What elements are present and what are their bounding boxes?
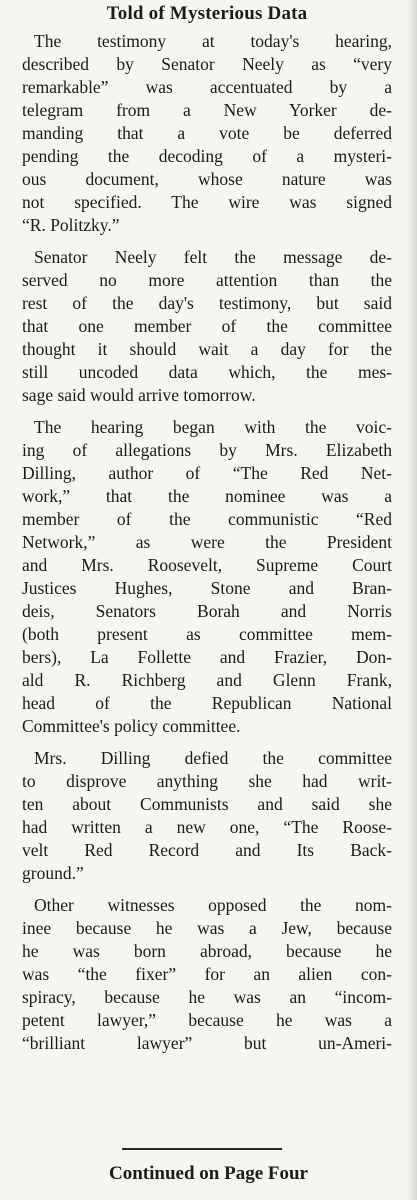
text-line: not specified. The wire was signed <box>22 192 392 212</box>
text-line: ald R. Richberg and Glenn Frank, <box>22 670 392 690</box>
continued-notice: Continued on Page Four <box>109 1163 308 1184</box>
paragraph <box>22 416 392 738</box>
text-line: had written a new one, “The Roose- <box>22 817 392 837</box>
text-line: Dilling, author of “The Red Net- <box>22 463 392 483</box>
paragraph <box>22 30 392 237</box>
text-line: The hearing began with the voic- <box>34 417 392 437</box>
text-line: ous document, whose nature was <box>22 169 392 189</box>
text-line: inee because he was a Jew, because <box>22 918 392 938</box>
text-line: deis, Senators Borah and Norris <box>22 601 392 621</box>
text-line: was “the fixer” for an alien con- <box>22 964 392 984</box>
text-line: and Mrs. Roosevelt, Supreme Court <box>22 555 392 575</box>
text-line: bers), La Follette and Frazier, Don- <box>22 647 392 667</box>
text-line: rest of the day's testimony, but said <box>22 293 392 313</box>
text-line: telegram from a New Yorker de- <box>22 100 392 120</box>
text-line: to disprove anything she had writ- <box>22 771 392 791</box>
text-line: velt Red Record and Its Back- <box>22 840 392 860</box>
text-line: pending the decoding of a mysteri- <box>22 146 392 166</box>
text-line: sage said would arrive tomorrow. <box>22 385 256 405</box>
article-column <box>22 2 392 1064</box>
text-line: Justices Hughes, Stone and Bran- <box>22 578 392 598</box>
text-line: Senator Neely felt the message de- <box>34 247 392 267</box>
text-line: member of the communistic “Red <box>22 509 392 529</box>
section-divider <box>122 1148 282 1150</box>
text-line: “R. Politzky.” <box>22 215 120 235</box>
text-line: “brilliant lawyer” but un-Ameri- <box>22 1033 392 1053</box>
text-line: petent lawyer,” because he was a <box>22 1010 392 1030</box>
text-line: manding that a vote be deferred <box>22 123 392 143</box>
text-line: ground.” <box>22 863 84 883</box>
text-line: remarkable” was accentuated by a <box>22 77 392 97</box>
text-line: Network,” as were the President <box>22 532 392 552</box>
paragraph <box>22 894 392 1055</box>
text-line: (both present as committee mem- <box>22 624 392 644</box>
text-line: Committee's policy committee. <box>22 716 241 736</box>
text-line: head of the Republican National <box>22 693 392 713</box>
text-line: ing of allegations by Mrs. Elizabeth <box>22 440 392 460</box>
text-line: ten about Communists and said she <box>22 794 392 814</box>
paragraph <box>22 246 392 407</box>
paper-edge-shadow <box>407 0 417 1200</box>
text-line: still uncoded data which, the mes- <box>22 362 392 382</box>
text-line: Mrs. Dilling defied the committee <box>34 748 392 768</box>
text-line: Other witnesses opposed the nom- <box>34 895 392 915</box>
headline: Told of Mysterious Data <box>106 3 308 24</box>
text-line: he was born abroad, because he <box>22 941 392 961</box>
text-line: spiracy, because he was an “incom- <box>22 987 392 1007</box>
text-line: The testimony at today's hearing, <box>34 31 392 51</box>
text-line: served no more attention than the <box>22 270 392 290</box>
text-line: that one member of the committee <box>22 316 392 336</box>
text-line: thought it should wait a day for the <box>22 339 392 359</box>
paragraph <box>22 747 392 885</box>
text-line: work,” that the nominee was a <box>22 486 392 506</box>
text-line: described by Senator Neely as “very <box>22 54 392 74</box>
